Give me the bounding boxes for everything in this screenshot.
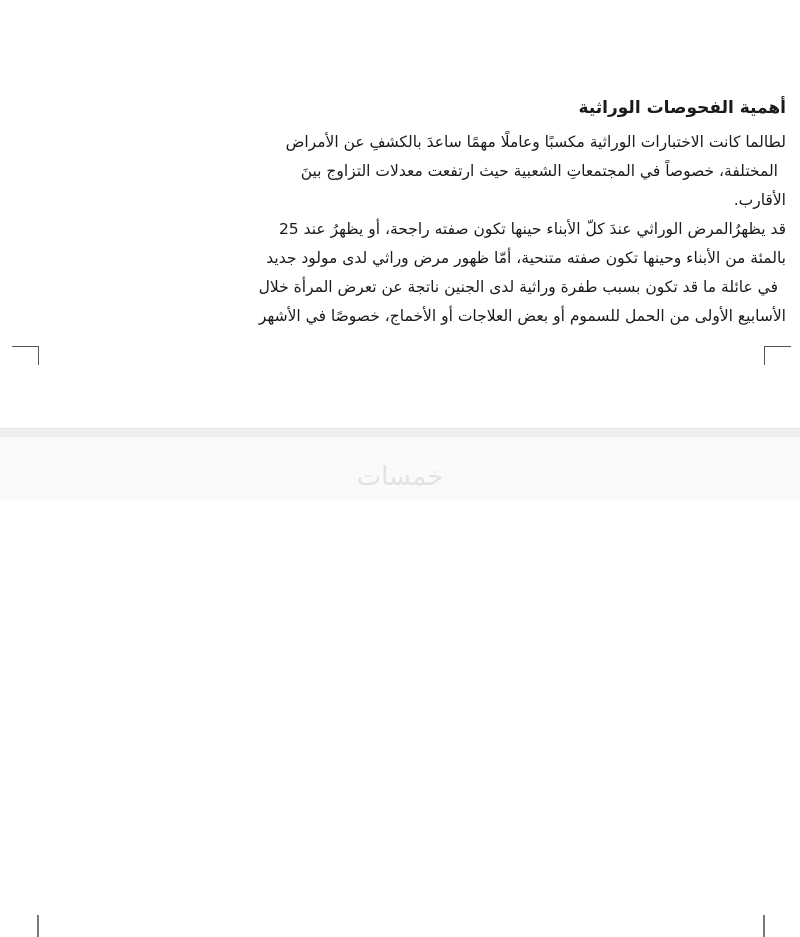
page-corner-mark-left — [12, 346, 39, 365]
paragraph-line: الأقارب. — [733, 191, 786, 209]
document-page — [0, 0, 800, 428]
paragraph-line: قد يظهرُالمرض الوراثي عندَ كلّ الأبناء حينها تكون صفته راجحة، أو يظهرُ عند 25 — [278, 220, 786, 238]
page-corner-mark-bottom-left — [37, 915, 39, 937]
page-corner-mark-right — [764, 346, 791, 365]
watermark-logo: خمسات — [356, 462, 444, 492]
paragraph-line: لطالما كانت الاختبارات الوراثية مكسبًا وعاملًا مهمًا ساعدَ بالكشفِ عن الأمراض — [285, 133, 786, 151]
paragraph-line: في عائلة ما قد تكون بسبب طفرة وراثية لدى الجنين ناتجة عن تعرض المرأة خلال — [258, 278, 778, 296]
paragraph-line: بالمئة من الأبناء وحينها تكون صفته متنحية، أمّا ظهور مرض وراثي لدى مولود جديد — [266, 249, 786, 267]
paragraph-line: المختلفة، خصوصاً في المجتمعاتِ الشعبية حيث ارتفعت معدلات التزاوج بينَ — [300, 162, 778, 180]
paragraph-line: الأسابيع الأولى من الحمل للسموم أو بعض العلاجات أو الأخماج، خصوصًا في الأشهر — [258, 307, 786, 325]
document-body — [30, 88, 790, 331]
page-separator — [0, 428, 800, 437]
page-corner-mark-bottom-right — [763, 915, 765, 937]
document-heading: أهمية الفحوصات الوراثية — [578, 98, 786, 118]
